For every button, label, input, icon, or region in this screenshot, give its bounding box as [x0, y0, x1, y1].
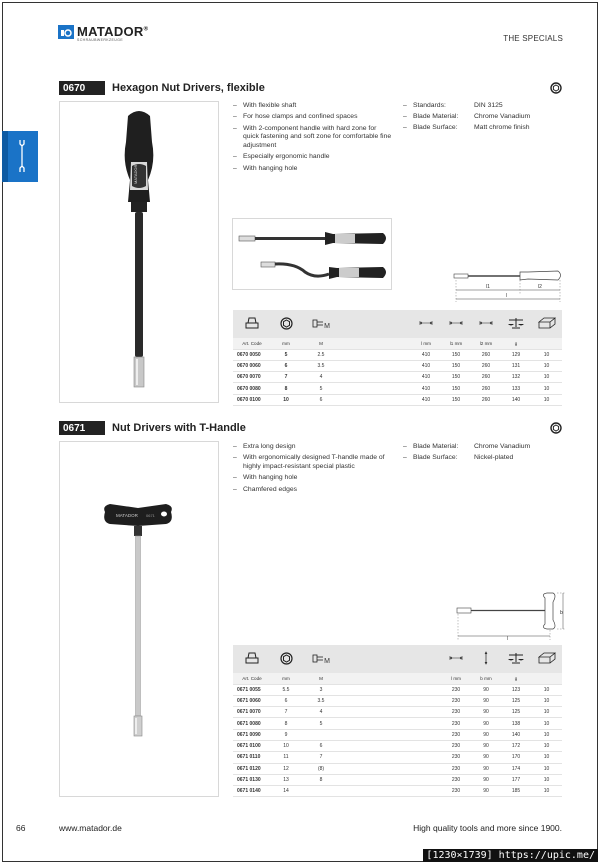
table-cell: 230	[441, 707, 471, 718]
art-code-cell: 0671 0080	[233, 718, 271, 729]
table-cell: 4	[301, 707, 341, 718]
table-header	[501, 310, 531, 338]
table-row	[233, 740, 562, 751]
matador-logo[interactable]	[58, 24, 149, 42]
table-cell: 9	[271, 729, 301, 740]
table-unit	[531, 673, 562, 684]
table-cell: 8	[271, 718, 301, 729]
table-cell: 12	[271, 763, 301, 774]
table-cell	[341, 684, 441, 695]
table-cell: 410	[411, 360, 441, 371]
spec-row	[403, 113, 530, 120]
table-icon-row	[233, 645, 562, 673]
table-cell: 4	[301, 372, 341, 383]
table-cell: 10	[531, 383, 562, 394]
spec-table-0670	[233, 310, 562, 406]
table-cell: 5	[301, 718, 341, 729]
footer-claim: High quality tools and more since 1900.	[413, 823, 562, 833]
table-unit: Art. Code	[233, 338, 271, 349]
table-row	[233, 718, 562, 729]
table-cell: 125	[501, 707, 531, 718]
height-arrow-icon	[483, 651, 489, 665]
table-cell: 132	[501, 372, 531, 383]
table-row	[233, 786, 562, 797]
table-row	[233, 707, 562, 718]
length-arrow-icon	[479, 320, 493, 326]
art-code-cell: 0671 0100	[233, 740, 271, 751]
table-cell: 10	[271, 740, 301, 751]
table-body	[233, 349, 562, 405]
page-number: 66	[16, 823, 26, 833]
table-cell: 131	[501, 360, 531, 371]
table-header	[271, 645, 301, 673]
table-cell: 230	[441, 786, 471, 797]
table-cell: 6	[271, 695, 301, 706]
bolt-label: M	[324, 322, 330, 330]
table-body	[233, 684, 562, 797]
feature-list-0671	[233, 443, 393, 497]
table-row	[233, 729, 562, 740]
list-item: – Extra long design	[233, 443, 393, 451]
section-label: THE SPECIALS	[503, 34, 563, 43]
table-cell: 230	[441, 740, 471, 751]
list-item: – With flexible shaft	[233, 102, 393, 110]
art-code-cell: 0671 0110	[233, 752, 271, 763]
table-cell: 150	[441, 372, 471, 383]
art-code-cell: 0671 0070	[233, 707, 271, 718]
spec-list-0671	[403, 443, 530, 465]
section-header-0671	[59, 421, 246, 435]
length-arrow-icon	[449, 655, 463, 661]
table-cell: 10	[531, 774, 562, 785]
table-header	[441, 310, 471, 338]
table-cell: 6	[301, 394, 341, 405]
dimension-drawing-0670	[450, 266, 565, 306]
feature-list-0670	[233, 102, 393, 176]
table-row	[233, 360, 562, 371]
table-cell: 5.5	[271, 684, 301, 695]
table-unit: M	[301, 673, 341, 684]
watermark: [1230×1739] https://upic.me/	[423, 849, 598, 862]
table-cell	[341, 372, 411, 383]
table-cell: 230	[441, 729, 471, 740]
table-cell	[341, 349, 411, 360]
table-cell	[341, 774, 441, 785]
list-item: – With ergonomically designed T-handle made of highly impact-resistant special plastic	[233, 454, 393, 471]
bolt-icon	[312, 654, 324, 663]
table-cell: 410	[411, 383, 441, 394]
table-cell: 10	[531, 684, 562, 695]
table-cell	[341, 718, 441, 729]
table-header	[233, 645, 271, 673]
table-cell: 7	[301, 752, 341, 763]
spec-key: – Standards:	[403, 102, 474, 109]
bolt-label: M	[324, 657, 330, 665]
handle-label: MATADOR	[116, 513, 138, 518]
matador-logo-icon	[58, 25, 74, 39]
table-header	[341, 645, 441, 673]
handle-label: MATADOR	[133, 164, 138, 184]
table-unit: Art. Code	[233, 673, 271, 684]
table-row	[233, 695, 562, 706]
table-header	[531, 645, 562, 673]
art-code-cell: 0671 0140	[233, 786, 271, 797]
table-cell: 230	[441, 718, 471, 729]
table-cell: 13	[271, 774, 301, 785]
spec-value: DIN 3125	[474, 102, 503, 109]
spec-key: – Blade Surface:	[403, 454, 474, 461]
art-code-cell: 0671 0055	[233, 684, 271, 695]
table-cell: 6	[271, 360, 301, 371]
spec-table-0671	[233, 645, 562, 797]
table-units-row	[233, 673, 562, 684]
table-cell: 150	[441, 394, 471, 405]
section-header-0670	[59, 81, 265, 95]
list-item: – With 2-component handle with hard zone for quick fastening and soft zone for comfortable fine adjustment	[233, 125, 393, 150]
table-unit: M	[301, 338, 341, 349]
hex-profile-icon	[280, 652, 293, 665]
table-header	[233, 310, 271, 338]
table-cell: 10	[531, 394, 562, 405]
table-cell	[341, 695, 441, 706]
spec-key: – Blade Material:	[403, 113, 474, 120]
section-title: Hexagon Nut Drivers, flexible	[112, 82, 265, 94]
table-cell	[341, 786, 441, 797]
table-cell	[341, 752, 441, 763]
table-cell: 2.5	[301, 349, 341, 360]
table-cell	[341, 394, 411, 405]
art-code-cell: 0670 0050	[233, 349, 271, 360]
table-cell: 3.5	[301, 695, 341, 706]
art-code-cell: 0671 0090	[233, 729, 271, 740]
table-unit: b mm	[471, 673, 501, 684]
table-cell: 6	[301, 740, 341, 751]
spec-row	[403, 124, 530, 131]
table-cell: 90	[471, 707, 501, 718]
table-unit: l mm	[441, 673, 471, 684]
flex-usage-illustration	[232, 218, 392, 290]
table-cell: 7	[271, 372, 301, 383]
socket-face-icon	[245, 317, 259, 329]
table-cell: 10	[531, 786, 562, 797]
table-header	[531, 310, 562, 338]
table-cell: 123	[501, 684, 531, 695]
table-cell: 410	[411, 372, 441, 383]
table-cell: 7	[271, 707, 301, 718]
table-cell	[341, 360, 411, 371]
table-cell: 10	[531, 729, 562, 740]
dim-label-l1: l1	[486, 284, 490, 290]
table-header	[301, 310, 341, 338]
hexagon-icon	[280, 317, 293, 330]
table-cell: 3.5	[301, 360, 341, 371]
package-icon	[538, 652, 556, 664]
table-cell: 260	[471, 383, 501, 394]
table-cell	[341, 383, 411, 394]
table-header	[271, 310, 301, 338]
table-cell: 230	[441, 774, 471, 785]
table-row	[233, 684, 562, 695]
length-arrow-icon	[449, 320, 463, 326]
table-cell: 185	[501, 786, 531, 797]
list-item: – With hanging hole	[233, 165, 393, 173]
table-header	[471, 310, 501, 338]
section-code: 0671	[59, 421, 105, 435]
table-cell: 90	[471, 774, 501, 785]
section-title: Nut Drivers with T-Handle	[112, 422, 246, 434]
scale-icon	[507, 317, 525, 329]
table-unit: g	[501, 673, 531, 684]
section-code: 0670	[59, 81, 105, 95]
spec-value: Nickel-plated	[474, 454, 514, 461]
table-cell	[301, 729, 341, 740]
table-cell: 150	[441, 383, 471, 394]
table-header	[471, 645, 501, 673]
table-cell: 410	[411, 349, 441, 360]
brand-tagline: SCHRAUBWERKZEUGE	[77, 38, 124, 42]
table-cell: 10	[531, 763, 562, 774]
table-cell	[341, 763, 441, 774]
registered-mark: ®	[143, 26, 149, 33]
spec-row	[403, 454, 530, 461]
table-cell: 90	[471, 752, 501, 763]
table-cell: (8)	[301, 763, 341, 774]
table-cell: 10	[531, 372, 562, 383]
table-cell: 10	[531, 707, 562, 718]
spec-value: Chrome Vanadium	[474, 443, 531, 450]
bolt-icon	[312, 319, 324, 328]
table-cell: 138	[501, 718, 531, 729]
table-cell: 260	[471, 394, 501, 405]
table-icon-row	[233, 310, 562, 338]
scale-icon	[507, 652, 525, 664]
table-units-row	[233, 338, 562, 349]
table-cell: 5	[301, 383, 341, 394]
table-cell: 10	[531, 718, 562, 729]
art-code-cell: 0670 0060	[233, 360, 271, 371]
spec-value: Chrome Vanadium	[474, 113, 531, 120]
table-cell: 230	[441, 752, 471, 763]
list-item: – For hose clamps and confined spaces	[233, 113, 393, 121]
table-header	[441, 645, 471, 673]
table-row	[233, 774, 562, 785]
dimension-drawing-0671	[453, 590, 568, 642]
table-cell: 10	[531, 740, 562, 751]
table-cell: 230	[441, 695, 471, 706]
table-row	[233, 752, 562, 763]
category-tab[interactable]	[2, 131, 38, 182]
table-row	[233, 372, 562, 383]
table-cell: 140	[501, 729, 531, 740]
hexagon-icon	[550, 422, 562, 434]
table-cell	[341, 729, 441, 740]
table-row	[233, 349, 562, 360]
table-cell: 8	[271, 383, 301, 394]
dim-label-b: b	[560, 610, 563, 616]
art-code-cell: 0671 0130	[233, 774, 271, 785]
table-cell	[341, 707, 441, 718]
product-image-0671	[59, 441, 219, 797]
table-cell: 10	[271, 394, 301, 405]
website-link[interactable]: www.matador.de	[59, 823, 122, 833]
table-cell: 170	[501, 752, 531, 763]
art-code-cell: 0670 0070	[233, 372, 271, 383]
table-cell: 125	[501, 695, 531, 706]
brand-name: MATADOR	[77, 24, 144, 39]
list-item: – Chamfered edges	[233, 486, 393, 494]
spec-key: – Blade Surface:	[403, 124, 474, 131]
table-unit	[341, 338, 411, 349]
dim-label-l2: l2	[538, 284, 542, 290]
table-cell: 90	[471, 695, 501, 706]
table-unit: l mm	[411, 338, 441, 349]
table-cell: 3	[301, 684, 341, 695]
table-cell: 129	[501, 349, 531, 360]
wrench-tab-icon	[18, 139, 26, 173]
table-cell: 10	[531, 752, 562, 763]
list-item: – With hanging hole	[233, 474, 393, 482]
table-cell: 172	[501, 740, 531, 751]
hexagon-icon	[550, 82, 562, 94]
table-cell	[301, 786, 341, 797]
table-cell: 230	[441, 763, 471, 774]
table-cell: 260	[471, 349, 501, 360]
package-icon	[538, 317, 556, 329]
spec-list-0670	[403, 102, 530, 135]
table-header	[301, 645, 341, 673]
table-unit: g	[501, 338, 531, 349]
table-unit	[341, 673, 441, 684]
art-code-cell: 0670 0080	[233, 383, 271, 394]
spec-row	[403, 443, 530, 450]
table-unit	[531, 338, 562, 349]
art-code-cell: 0670 0100	[233, 394, 271, 405]
table-cell: 14	[271, 786, 301, 797]
table-cell: 174	[501, 763, 531, 774]
table-cell: 10	[531, 360, 562, 371]
table-cell: 133	[501, 383, 531, 394]
socket-face-icon	[245, 652, 259, 664]
table-cell: 8	[301, 774, 341, 785]
table-cell: 410	[411, 394, 441, 405]
table-cell: 260	[471, 372, 501, 383]
table-cell: 90	[471, 763, 501, 774]
table-row	[233, 763, 562, 774]
list-item: – Especially ergonomic handle	[233, 153, 393, 161]
table-cell: 140	[501, 394, 531, 405]
table-cell: 90	[471, 718, 501, 729]
table-header	[341, 310, 411, 338]
table-cell: 230	[441, 684, 471, 695]
handle-code: 0671	[146, 513, 155, 518]
table-cell: 150	[441, 349, 471, 360]
table-header	[501, 645, 531, 673]
table-cell: 90	[471, 684, 501, 695]
length-arrow-icon	[419, 320, 433, 326]
table-row	[233, 394, 562, 405]
table-row	[233, 383, 562, 394]
table-unit: mm	[271, 338, 301, 349]
spec-key: – Blade Material:	[403, 443, 474, 450]
table-cell: 5	[271, 349, 301, 360]
table-unit: l1 mm	[441, 338, 471, 349]
table-unit: mm	[271, 673, 301, 684]
table-cell: 177	[501, 774, 531, 785]
dim-label-l: l	[506, 293, 508, 299]
table-cell: 260	[471, 360, 501, 371]
spec-row	[403, 102, 530, 109]
art-code-cell: 0671 0060	[233, 695, 271, 706]
table-cell: 90	[471, 729, 501, 740]
product-image-0670	[59, 101, 219, 403]
table-cell: 150	[441, 360, 471, 371]
table-cell: 10	[531, 695, 562, 706]
dim-label-l: l	[507, 636, 509, 642]
table-cell: 90	[471, 740, 501, 751]
table-header	[411, 310, 441, 338]
table-cell: 90	[471, 786, 501, 797]
table-cell: 11	[271, 752, 301, 763]
art-code-cell: 0671 0120	[233, 763, 271, 774]
table-unit: l2 mm	[471, 338, 501, 349]
table-cell	[341, 740, 441, 751]
spec-value: Matt chrome finish	[474, 124, 530, 131]
table-cell: 10	[531, 349, 562, 360]
